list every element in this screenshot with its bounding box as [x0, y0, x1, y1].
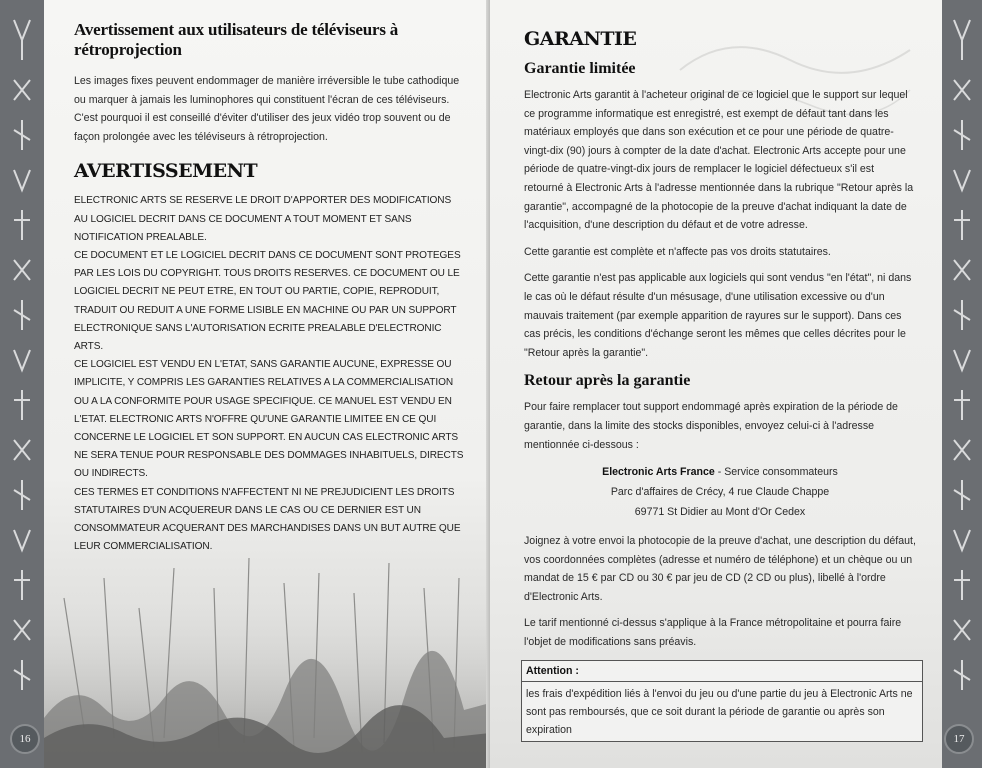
- disclaimer-paragraph: ELECTRONIC ARTS SE RESERVE LE DROIT D'APPORTER DES MODIFICATIONS AU LOGICIEL DECRIT DANS CE DOCUMENT A TOUT MOMENT ET SANS NOTIFICATION PREALABLE.: [74, 195, 452, 243]
- soldiers-illustration: [44, 528, 490, 768]
- service-name: - Service consommateurs: [714, 466, 838, 479]
- attention-text: les frais d'expédition liés à l'envoi du jeu ou d'une partie du jeu à Electronic Arts ne sont pas remboursés, que ce soit durant la période de garantie ou après son expiration: [526, 688, 913, 736]
- company-name: Electronic Arts France: [602, 466, 715, 479]
- disclaimer-paragraph: CE LOGICIEL EST VENDU EN L'ETAT, SANS GARANTIE AUCUNE, EXPRESSE OU IMPLICITE, Y COMPRIS LES GARANTIES RELATIVES A LA COMMERCIALISATION OU A LA CONFORMITE POUR USAGE SPECIFIQUE. CE MANUEL EST VENDU EN L'ETAT. ELECTRONIC ARTS N'OFFRE QU'UNE GARANTIE LIMITEE EN CE QUI CONCERNE LE LOGICIEL ET SON SUPPORT. EN AUCUN CAS ELECTRONIC ARTS NE SERA TENUE POUR RESPONSABLE DES DOMMAGES INHABITUELS, DIRECTS OU INDIRECTS.: [74, 359, 464, 480]
- rune-border-right: [942, 0, 982, 768]
- garantie-heading: GARANTIE: [524, 28, 637, 50]
- disclaimer-paragraph: CE DOCUMENT ET LE LOGICIEL DECRIT DANS CE DOCUMENT SONT PROTEGES PAR LES LOIS DU COPYRIGHT. TOUS DROITS RESERVES. CE DOCUMENT OU LE LOGICIEL DECRIT NE PEUT ETRE, EN TOUT OU PARTIE, COPIE, REPRODUIT, TRADUIT OU REDUIT A UNE FORME LISIBLE EN MACHINE OU PAR UN SUPPORT ELECTRONIQUE SANS L'AUTORISATION ECRITE PREALABLE D'ELECTRONIC ARTS.: [74, 249, 461, 352]
- return-address: [524, 462, 916, 522]
- tariff-paragraph: Le tarif mentionné ci-dessus s'applique à la France métropolitaine et pourra faire l'objet de modifications sans préavis.: [524, 617, 902, 649]
- rear-projection-heading: Avertissement aux utilisateurs de téléviseurs à rétroprojection: [74, 20, 399, 59]
- warranty-paragraph: Cette garantie n'est pas applicable aux logiciels qui sont vendus "en l'état", ni dans le cas où le défaut résulte d'un mésusage, d'une utilisation excessive ou d'un mauvais traitement (par exemple apparition de rayures sur le support). Dans ces cas précis, les conditions d'échange seront les mêmes que celles décrites pour le "Retour après la garantie".: [524, 272, 912, 359]
- warranty-paragraph: Electronic Arts garantit à l'acheteur original de ce logiciel que le support sur lequel ce programme informatique est enregistré, est exempt de défaut tant dans les matériaux employés que dans son exécution et ce pour une période de quatre-vingt-dix (90) jours à compter de la date d'achat. Electronic Arts accepte pour une période de quatre-vingt-dix jours de remplacer le logiciel défectueux s'il est retourné à Electronic Arts à l'adresse mentionnée dans la rubrique "Retour après la garantie", accompagné de la photocopie de la preuve d'achat indiquant la date de l'acquisition, d'une description du défaut et de votre adresse.: [524, 89, 914, 232]
- return-heading: Retour après la garantie: [524, 372, 691, 390]
- address-line-3: 69771 St Didier au Mont d'Or Cedex: [634, 506, 806, 519]
- avertissement-heading: AVERTISSEMENT: [74, 160, 258, 183]
- rune-pattern-left: [0, 0, 44, 768]
- rune-border-left: [0, 0, 44, 768]
- rune-pattern-right: [942, 0, 982, 768]
- page-number-left: 16: [10, 724, 40, 754]
- left-content: [74, 20, 466, 556]
- disclaimer-paragraph: CES TERMES ET CONDITIONS N'AFFECTENT NI NE PREJUDICIENT LES DROITS STATUTAIRES D'UN ACQUEREUR DANS LE CAS OU CE DERNIER EST UN CONSOMMATEUR ACQUERANT DES MARCHANDISES DANS UN BUT AUTRE QUE LEUR COMMERCIALISATION.: [74, 486, 461, 553]
- attention-box: [521, 660, 923, 742]
- right-content: [524, 28, 916, 660]
- warranty-paragraph: Cette garantie est complète et n'affecte pas vos droits statutaires.: [524, 245, 831, 258]
- page-number-right: 17: [944, 724, 974, 754]
- attention-title: Attention :: [522, 661, 922, 682]
- address-line-2: Parc d'affaires de Crécy, 4 rue Claude Chappe: [610, 486, 830, 499]
- rear-projection-text: Les images fixes peuvent endommager de manière irréversible le tube cathodique ou marquer à jamais les luminophores qui constituent l'écran de ces téléviseurs. C'est pourquoi il est conseillé d'éviter d'utiliser des jeux vidéo trop souvent ou de façon prolongée avec les téléviseurs à rétroprojection.: [74, 75, 460, 143]
- address-line-1: [524, 462, 916, 482]
- limited-warranty-heading: Garantie limitée: [524, 60, 636, 77]
- return-intro: Pour faire remplacer tout support endommagé après expiration de la période de garantie, dans la limite des stocks disponibles, envoyez celui-ci à l'adresse mentionnée ci-dessous :: [524, 401, 898, 451]
- payment-paragraph: Joignez à votre envoi la photocopie de la preuve d'achat, une description du défaut, vos coordonnées complètes (adresse et numéro de téléphone) et un chèque ou un mandat de 15 € par CD ou 30 € par jeu de CD (2 CD ou plus), libellé à l'ordre d'Electronic Arts.: [524, 535, 916, 603]
